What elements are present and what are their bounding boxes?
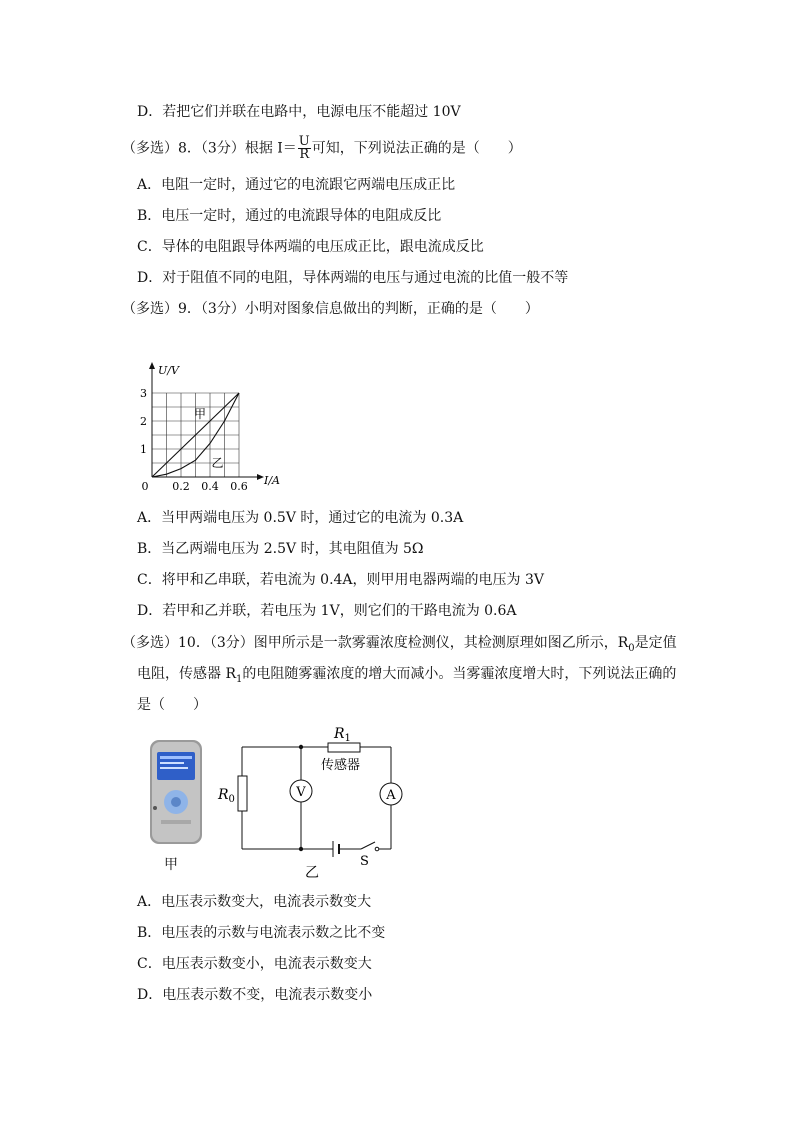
- q8-stem-suffix: 可知，下列说法正确的是（ ）: [311, 140, 522, 157]
- q8-option-b: B．电压一定时，通过的电流跟导体的电阻成反比: [137, 208, 442, 224]
- fraction-numerator: U: [298, 134, 310, 149]
- q10-line1-subscript: 0: [628, 642, 635, 654]
- q10-option-a: A．电压表示数变大，电流表示数变大: [137, 894, 372, 910]
- q10-stem-line2: [137, 665, 676, 689]
- q8-stem-prefix: （多选）8．（3分）根据 I＝: [122, 140, 297, 157]
- series-label-yi: 乙: [211, 456, 224, 471]
- q10-line1-text-b: 是定值: [634, 635, 677, 651]
- formula-fraction: [298, 136, 311, 161]
- q10-option-b: B．电压表的示数与电流表示数之比不变: [137, 925, 386, 941]
- q8-option-d: D．对于阻值不同的电阻，导体两端的电压与通过电流的比值一般不等: [137, 270, 569, 286]
- q8-stem: [122, 136, 522, 161]
- resistor-r1: [328, 743, 360, 752]
- x-tick-label: 0.6: [230, 480, 248, 493]
- q10-option-d: D．电压表示数不变，电流表示数变小: [137, 987, 373, 1003]
- haze-detector-device-image: [147, 738, 205, 846]
- u-i-graph: [138, 360, 288, 495]
- origin-label: 0: [141, 480, 149, 493]
- q10-option-c: C．电压表示数变小，电流表示数变大: [137, 956, 372, 972]
- figure-yi-caption: 乙: [305, 865, 319, 881]
- q10-line2-text-b: 的电阻随雾霾浓度的增大而减小。当雾霾浓度增大时，下列说法正确的: [242, 666, 677, 682]
- resistor-r0: [238, 776, 247, 811]
- x-tick-label: 0.4: [201, 480, 219, 493]
- q10-line1-text-a: （多选）10．（3分）图甲所示是一款雾霾浓度检测仪，其检测原理如图乙所示，R: [122, 635, 629, 651]
- sensor-label: 传感器: [321, 758, 361, 773]
- battery-symbol: [333, 841, 339, 857]
- q9-option-c: C．将甲和乙串联，若电流为 0.4A，则甲用电器两端的电压为 3V: [137, 572, 545, 588]
- switch-label: S: [360, 854, 369, 869]
- q9-option-a: A．当甲两端电压为 0.5V 时，通过它的电流为 0.3A: [137, 510, 464, 526]
- series-label-jia: 甲: [194, 407, 207, 422]
- q8-option-c: C．导体的电阻跟导体两端的电压成正比，跟电流成反比: [137, 239, 484, 255]
- junction-dot-bottom: [299, 847, 303, 851]
- q10-line2-subscript: 1: [236, 673, 243, 685]
- r1-label: $R_1$: [334, 726, 351, 744]
- figure-jia-caption: 甲: [164, 857, 178, 873]
- x-tick-label: 0.2: [172, 480, 190, 493]
- q10-line2-text-a: 电阻，传感器 R: [137, 666, 236, 682]
- q10-stem-line1: [122, 634, 677, 658]
- y-tick-label: 2: [140, 415, 147, 428]
- q9-option-d: D．若甲和乙并联，若电压为 1V，则它们的干路电流为 0.6A: [137, 603, 517, 619]
- x-axis-label: I/A: [264, 474, 280, 487]
- switch-s: [361, 842, 379, 851]
- circuit-diagram: [215, 724, 405, 884]
- q10-stem-line3: 是（ ）: [137, 697, 207, 713]
- ammeter-label: A: [386, 788, 396, 803]
- q8-option-a: A．电阻一定时，通过它的电流跟它两端电压成正比: [137, 177, 456, 193]
- voltmeter-label: V: [296, 785, 306, 800]
- r0-label: $R_0$: [218, 787, 235, 805]
- y-tick-label: 3: [140, 387, 147, 400]
- y-axis-label: U/V: [158, 364, 179, 377]
- q7-option-d: D．若把它们并联在电路中，电源电压不能超过 10V: [137, 104, 461, 120]
- y-tick-label: 1: [140, 443, 147, 456]
- fraction-denominator: R: [299, 147, 310, 162]
- q9-option-b: B．当乙两端电压为 2.5V 时，其电阻值为 5Ω: [137, 541, 424, 557]
- q9-stem: （多选）9．（3分）小明对图象信息做出的判断，正确的是（ ）: [122, 301, 539, 317]
- junction-dot-top: [299, 745, 303, 749]
